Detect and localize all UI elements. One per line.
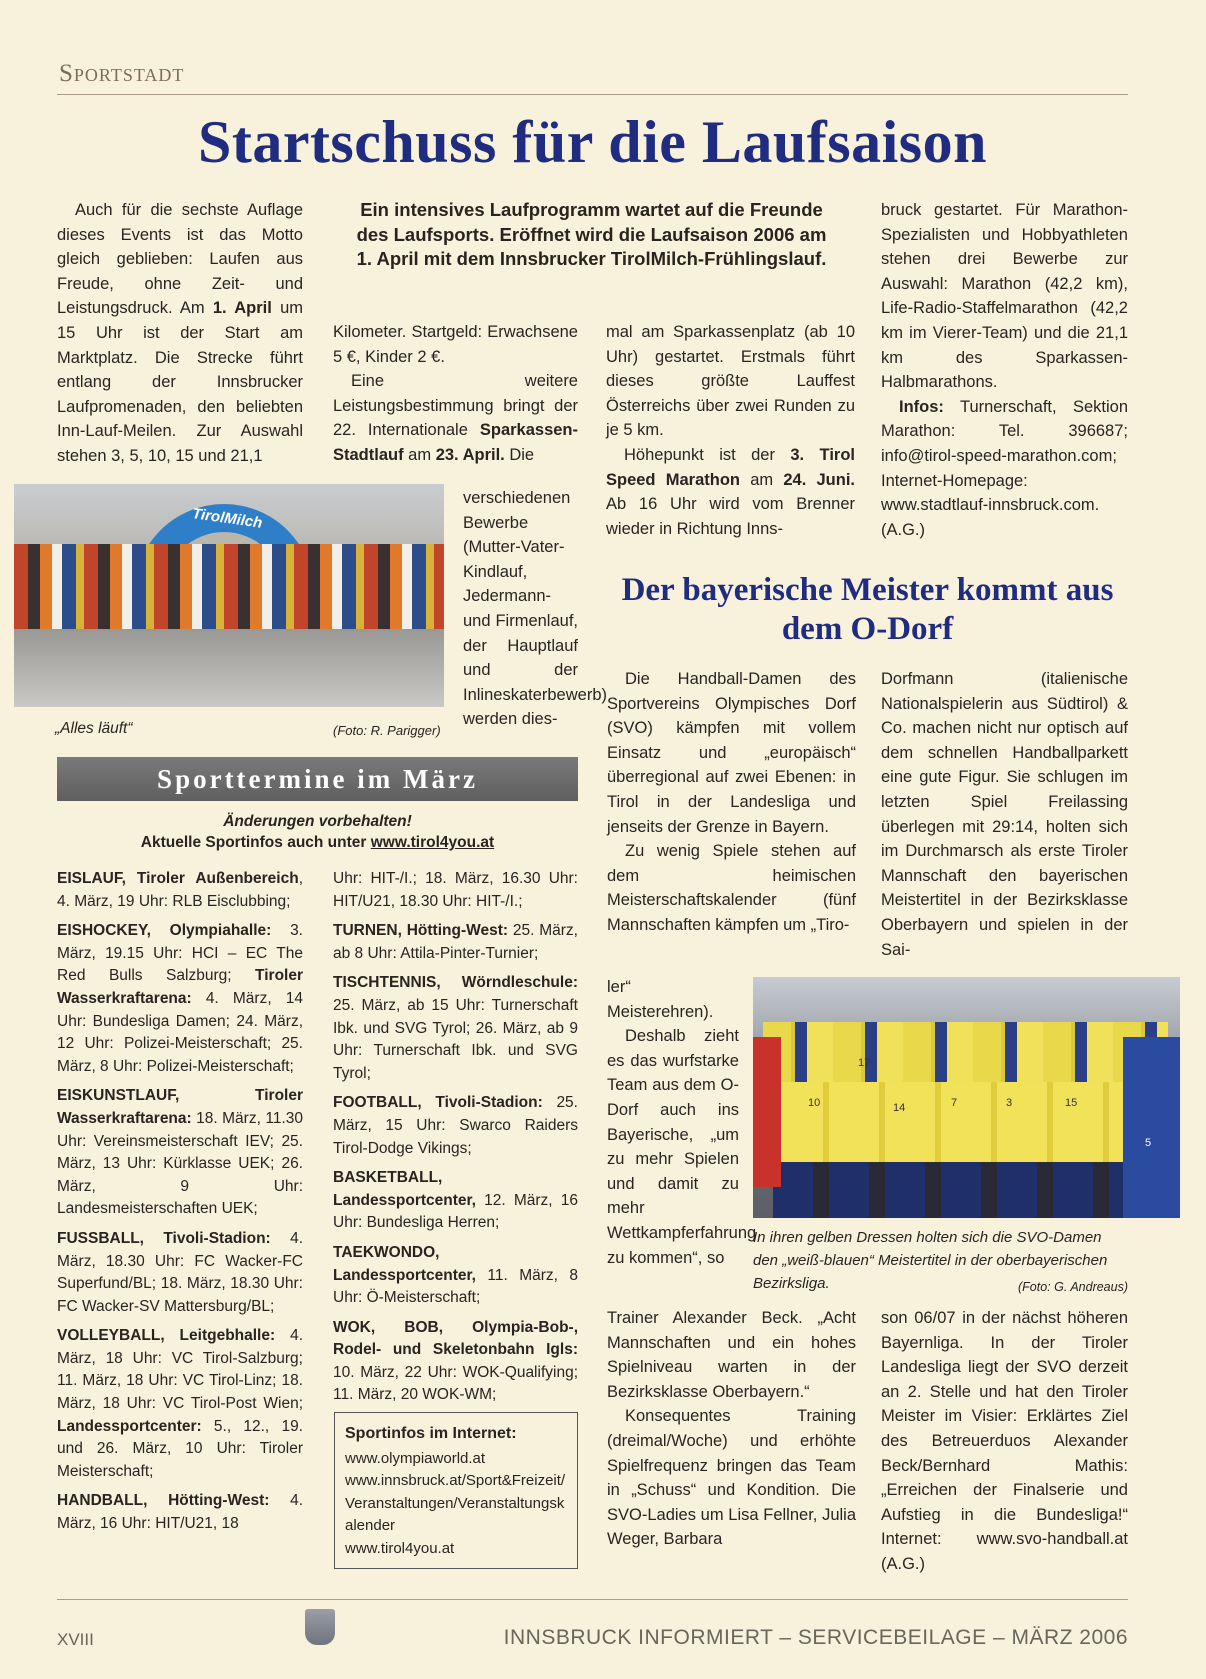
text: Uhr: HIT-/I.; 18. März, 16.30 Uhr: HIT/U21, 18.30 Uhr: HIT-/I.; <box>333 870 578 910</box>
photo-banner-text: TirolMilch <box>191 505 264 532</box>
bold-text: TURNEN, Hötting-West: <box>333 922 509 940</box>
text: 5., 12., 19. und 26. März, 10 Uhr: Tiroler Meisterschaft; <box>57 1417 303 1480</box>
bold-text: Infos: <box>899 397 944 416</box>
paragraph <box>333 1317 578 1407</box>
article1-column-2 <box>333 320 578 468</box>
text: Höhepunkt ist der <box>624 445 791 464</box>
paragraph <box>607 1024 757 1270</box>
bold-text: FUSSBALL, Tivoli-Stadion: <box>57 1229 271 1247</box>
more-prefix: Aktuelle Sportinfos auch unter <box>140 834 371 851</box>
sporttermine-list-a <box>57 868 303 1543</box>
paragraph <box>333 369 578 467</box>
paragraph <box>607 975 739 1024</box>
caption-text: In ihren gelben Dressen holten sich die SVO-Damen den „weiß-blauen“ Meistertitel in der oberbayerischen Bezirksliga. <box>753 1229 1108 1292</box>
text: Zu wenig Spiele stehen auf dem heimischen Meisterschaftskalender (fünf Mannschaften kämpfen um „Tiro- <box>607 842 856 934</box>
article2-right-top <box>881 667 1128 962</box>
paragraph <box>333 868 578 913</box>
paragraph <box>881 667 1128 962</box>
paragraph <box>57 198 303 469</box>
jersey-number: 14 <box>893 1102 906 1114</box>
text: 4. März, 14 Uhr: Bundesliga Damen; 24. März, 12 Uhr: Polizei-Meisterschaft; 25. März, 8 Uhr: Polizei-Meisterschaft; <box>57 989 303 1075</box>
jersey-number: 10 <box>808 1097 821 1109</box>
text: Die Handball-Damen des Sportvereins Olympisches Dorf (SVO) kämpfen mit vollem Einsatz und „europäisch“ überregional auf zwei Ebenen: in Tirol in der Landesliga und jenseits der Grenze in Bayern. <box>607 670 856 836</box>
paragraph <box>57 1228 303 1318</box>
page-title: Startschuss für die Laufsaison <box>197 109 988 175</box>
bold-text: 1. April <box>212 299 272 318</box>
bold-text: Sparkassen-Stadtlauf <box>333 421 578 464</box>
bold-text: 3. Tirol Speed Marathon <box>606 445 855 489</box>
bold-text: Tiroler Wasserkraftarena: <box>57 967 303 1007</box>
paragraph <box>333 1167 578 1235</box>
footer-divider <box>57 1599 1128 1600</box>
text: Deshalb zieht es das wurfstarke Team aus dem O-Dorf auch ins Bayerische, „um zu mehr Spielen und damit zu mehr Wettkampferfahrung zu kommen“, so <box>607 1027 757 1267</box>
runners-photo <box>14 484 444 707</box>
article2-left-bottom <box>607 1306 856 1552</box>
paragraph <box>607 1306 856 1404</box>
text: 3. März, 19.15 Uhr: HCI – EC The Red Bulls Salzburg; <box>57 922 303 985</box>
text: 11. März, 8 Uhr: Ö-Meisterschaft; <box>333 1266 578 1307</box>
text: 25. März, ab 15 Uhr: Turnerschaft Ibk. und SVG Tyrol; 26. März, ab 9 Uhr: Turnerschaft Ibk. und SVG Tyrol; <box>333 996 578 1082</box>
paragraph <box>57 1085 303 1221</box>
text: Konsequentes Training (dreimal/Woche) und erhöhte Spielfrequenz bringen das Team in „Schuss“ und Kondition. Die SVO-Ladies um Lisa Fellner, Julia Weger, Barbara <box>607 1407 856 1549</box>
jersey-number: 3 <box>1006 1097 1013 1109</box>
paragraph <box>57 1490 303 1535</box>
sporttermine-notice: Änderungen vorbehalten! <box>223 813 412 830</box>
text: 25. März, 15 Uhr: Swarco Raiders Tirol-Dodge Vikings; <box>333 1094 578 1157</box>
article2-title: Der bayerische Meister kommt aus dem O-Dorf <box>621 572 1114 647</box>
bold-text: FOOTBALL, Tivoli-Stadion: <box>333 1094 543 1112</box>
article1-column-2-narrow <box>463 486 607 732</box>
text: son 06/07 in der nächst höheren Bayernliga. In der Tiroler Landesliga liegt der SVO derzeit an 2. Stelle und hat den Tiroler Meister im Visier: Erklärtes Ziel des Betreuerduos Alexander Beck/Bernhard Mathis: „Erreichen der Finalserie und Aufstieg in die Bundesliga!“ Internet: www.svo-handball.at (A.G.) <box>881 1309 1128 1573</box>
sporttermine-more <box>57 834 578 852</box>
text: Dorfmann (italienische Nationalspielerin aus Südtirol) & Co. machen nicht nur optisch auf dem schnellen Handballparkett eine gute Figur. Sie schlugen im letzten Spiel Freilassing überlegen mit 29:14, holten sich im Durchmarsch als erste Tiroler Mannschaft den bayerischen Meistertitel in der Bezirksklasse Oberbayern und spielen in der Sai- <box>881 670 1128 959</box>
paragraph <box>333 920 578 965</box>
link-tirol4you[interactable]: www.tirol4you.at <box>345 1539 455 1557</box>
bold-text: Landessportcenter: <box>57 1417 202 1435</box>
jersey-number: 7 <box>951 1097 958 1109</box>
jersey-number: 17 <box>858 1057 871 1069</box>
page-number: XVIII <box>57 1630 94 1649</box>
text: 18. März, 11.30 Uhr: Vereinsmeisterschaft IEV; 25. März, 13 Uhr: Kürklasse UEK; 26. März, 9 Uhr: Landesmeisterschaften UEK; <box>57 1109 303 1218</box>
bold-text: TISCHTENNIS, Wörndleschule: <box>333 974 578 992</box>
text: 10. März, 22 Uhr: WOK-Qualifying; 11. März, 20 WOK-WM; <box>333 1363 578 1404</box>
article2-left-narrow <box>607 975 757 1270</box>
text: um 15 Uhr ist der Start am Marktplatz. Die Strecke führt entlang der Innsbrucker Laufpromenaden, den beliebten Inn-Lauf-Meilen. Zur Auswahl stehen 3, 5, 10, 15 und 21,1 <box>57 299 303 465</box>
paragraph <box>333 1242 578 1310</box>
text: am <box>739 470 784 489</box>
photo-credit: (Foto: R. Parigger) <box>333 723 441 738</box>
text: bruck gestartet. Für Marathon-Spezialisten und Hobbyathleten stehen drei Bewerbe zur Auswahl: Marathon (42,2 km), Life-Radio-Staffelmarathon (42,2 km im Vierer-Team) und die 21,1 km des Sparkassen-Halbmarathons. <box>881 201 1128 392</box>
link-olympiaworld[interactable]: www.olympiaworld.at <box>345 1449 486 1467</box>
team-photo <box>753 977 1180 1218</box>
text: 12. März, 16 Uhr: Bundesliga Herren; <box>333 1191 578 1232</box>
link-innsbruck[interactable]: www.innsbruck.at/Sport&Freizeit/Veranstaltungen/Veranstaltungskalender <box>345 1472 566 1534</box>
article2-left-top <box>607 667 856 938</box>
bold-text: HANDBALL, Hötting-West: <box>57 1492 270 1510</box>
paragraph <box>607 667 856 839</box>
bold-text: 23. April. <box>435 445 505 464</box>
text: , 4. März, 19 Uhr: RLB Eisclubbing; <box>57 870 303 910</box>
bold-text: EISLAUF, Tiroler Außenbereich <box>57 870 299 887</box>
text: Kilometer. Startgeld: Erwachsene 5 €, Kinder 2 €. <box>333 323 578 366</box>
paragraph <box>881 395 1128 543</box>
bold-text: BASKETBALL, Landessportcenter, <box>333 1169 476 1209</box>
sporttermine-heading: Sporttermine im März <box>57 757 578 801</box>
bold-text: WOK, BOB, Olympia-Bob-, Rodel- und Skeletonbahn Igls: <box>333 1318 578 1359</box>
jersey-number: 15 <box>1065 1097 1078 1109</box>
internet-links-box <box>334 1412 578 1569</box>
text: Ab 16 Uhr wird vom Brenner wieder in Richtung Inns- <box>606 495 855 538</box>
section-label: Sportstadt <box>59 60 185 87</box>
text: 4. März, 18 Uhr: VC Tirol-Salzburg; 11. März, 18 Uhr: VC Tirol-Linz; 18. März, 18 Uhr: VC Tirol-Post Wien; <box>57 1327 303 1413</box>
bold-text: VOLLEYBALL, Leitgebhalle: <box>57 1327 276 1345</box>
text: Auch für die sechste Auflage dieses Events ist das Motto gleich geblieben: Laufen aus Freude, ohne Zeit- und Leistungsdruck. Am <box>57 201 303 318</box>
article1-intro: Ein intensives Laufprogramm wartet auf die Freunde des Laufsports. Eröffnet wird die Laufsaison 2006 am 1. April mit dem Innsbrucker TirolMilch-Frühlingslauf. <box>356 199 827 269</box>
paragraph <box>333 320 578 369</box>
sporttermine-list-b <box>333 868 578 1414</box>
text: 4. März, 16 Uhr: HIT/U21, 18 <box>57 1492 303 1533</box>
publication-name: INNSBRUCK INFORMIERT – SERVICEBEILAGE – MÄRZ 2006 <box>503 1626 1128 1649</box>
paragraph <box>606 443 855 541</box>
photo-caption: „Alles läuft“ <box>55 720 133 737</box>
text: 4. März, 18.30 Uhr: FC Wacker-FC Superfund/BL; 18. März, 18.30 Uhr: FC Wacker-SV Mattersburg/BL; <box>57 1229 304 1315</box>
city-crest-icon <box>305 1609 335 1645</box>
bold-text: EISHOCKEY, Olympiahalle: <box>57 922 272 940</box>
jersey-number: 5 <box>1145 1137 1152 1149</box>
tirol4you-link[interactable]: www.tirol4you.at <box>370 834 495 851</box>
header-divider <box>57 94 1128 95</box>
text: Turnerschaft, Sektion Marathon: Tel. 396687; info@tirol-speed-marathon.com; Internet-Homepage: www.stadtlauf-innsbruck.com. (A.G.) <box>881 397 1128 539</box>
bold-text: EISKUNSTLAUF, Tiroler Wasserkraftarena: <box>57 1087 303 1127</box>
text: Eine weitere Leistungsbestimmung bringt der 22. Internationale <box>333 372 578 440</box>
internet-box-title: Sportinfos im Internet: <box>345 1425 517 1442</box>
paragraph <box>57 1325 303 1483</box>
paragraph <box>607 1404 856 1552</box>
text: Trainer Alexander Beck. „Acht Mannschaften und ein hohes Spielniveau warten in der Bezirksklasse Oberbayern.“ <box>607 1309 856 1401</box>
bold-text: 24. Juni. <box>783 470 855 489</box>
paragraph <box>607 839 856 937</box>
bold-text: TAEKWONDO, Landessportcenter, <box>333 1243 476 1284</box>
article1-column-3 <box>606 320 855 541</box>
article2-right-bottom <box>881 1306 1128 1577</box>
paragraph <box>333 972 578 1085</box>
team-photo-caption <box>753 1226 1128 1299</box>
text: verschiedenen Bewerbe (Mutter-Vater-Kindlauf, Jedermann- und Firmenlauf, der Hauptlauf und der Inlineskaterbewerb) werden dies- <box>463 489 607 729</box>
paragraph <box>333 1092 578 1160</box>
text: mal am Sparkassenplatz (ab 10 Uhr) gestartet. Erstmals führt dieses größte Lauffest Österreichs über zwei Runden zu je 5 km. <box>606 323 855 440</box>
team-photo-credit: (Foto: G. Andreaus) <box>1018 1280 1128 1294</box>
text: 25. März, ab 8 Uhr: Attila-Pinter-Turnier; <box>333 922 578 962</box>
text: ler“ Meisterehren). <box>607 978 714 1021</box>
paragraph <box>463 486 607 732</box>
article1-column-4 <box>881 198 1128 542</box>
paragraph <box>57 920 303 1078</box>
text: Die <box>504 445 535 464</box>
text: am <box>403 445 436 464</box>
paragraph <box>881 198 1128 395</box>
article1-column-1 <box>57 198 303 469</box>
paragraph <box>57 868 303 913</box>
paragraph <box>881 1306 1128 1577</box>
paragraph <box>606 320 855 443</box>
